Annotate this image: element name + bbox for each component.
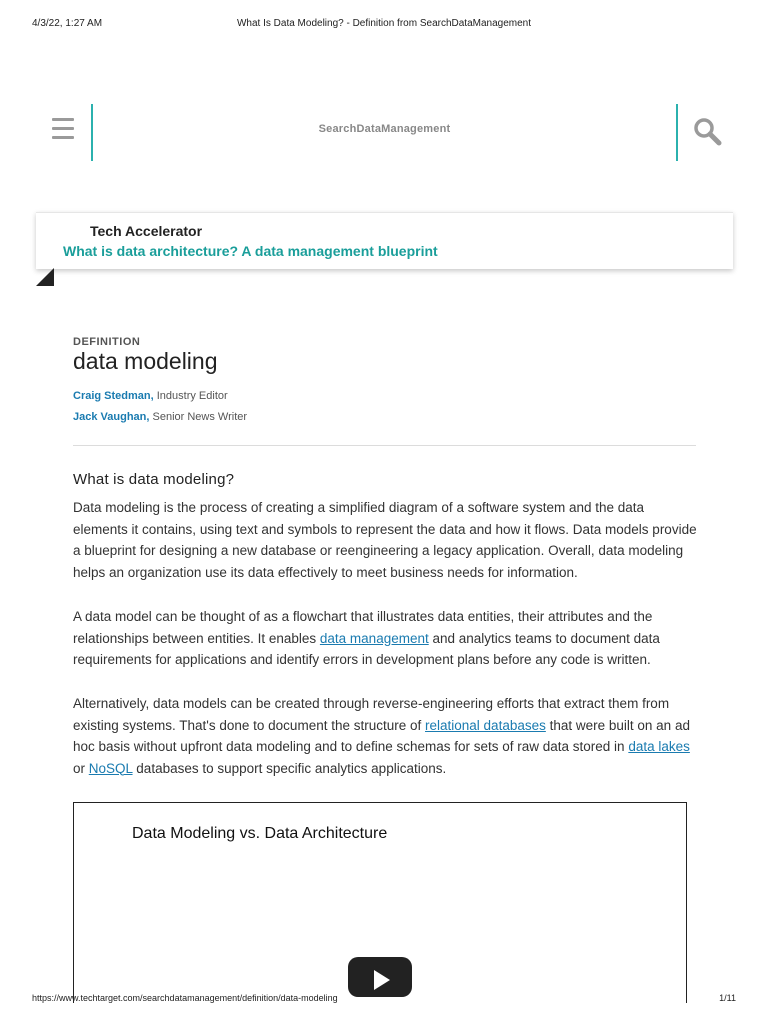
author-role: Industry Editor <box>156 390 228 402</box>
video-embed[interactable] <box>73 802 687 1003</box>
author-line <box>73 390 228 402</box>
site-logo[interactable]: SearchDataManagement <box>318 123 451 135</box>
definition-eyebrow: DEFINITION <box>73 336 141 348</box>
author-link[interactable]: Craig Stedman, <box>73 390 154 402</box>
search-icon[interactable] <box>692 116 722 146</box>
paragraph <box>73 693 697 779</box>
inline-link[interactable]: data lakes <box>628 739 690 754</box>
author-link[interactable]: Jack Vaughan, <box>73 411 150 423</box>
paragraph-text: A data model can be thought of as a flowchart that illustrates data entities, their attributes and the relationships between entities. It enables <box>73 609 653 646</box>
tech-accelerator-link[interactable]: What is data architecture? A data management blueprint <box>63 243 438 259</box>
tech-accelerator-bar <box>36 212 733 269</box>
print-date: 4/3/22, 1:27 AM <box>32 18 103 29</box>
print-url: https://www.techtarget.com/searchdatamanagement/definition/data-modeling <box>32 993 338 1003</box>
author-line <box>73 411 247 423</box>
divider <box>73 445 696 446</box>
paragraph-text: and analytics teams to document data requirements for applications and identify errors in development plans before any code is written. <box>73 630 660 667</box>
corner-fold-decoration <box>36 268 54 286</box>
print-title: What Is Data Modeling? - Definition from SearchDataManagement <box>236 18 532 29</box>
tech-accelerator-label: Tech Accelerator <box>90 223 203 239</box>
paragraph: Data modeling is the process of creating a simplified diagram of a software system and the data elements it contains, using text and symbols to represent the data and how it flows. Data models provide a blueprint for designing a new database or reengineering a legacy application. Overall, data modeling helps an organization use its data effectively to meet business needs for information. <box>73 500 697 580</box>
section-heading: What is data modeling? <box>73 471 235 488</box>
header-divider-right <box>676 104 678 161</box>
site-header <box>36 104 733 162</box>
author-role: Senior News Writer <box>152 411 248 423</box>
paragraph-text: Alternatively, data models can be created through reverse-engineering efforts that extract them from existing systems. That's done to document the structure of <box>73 696 670 733</box>
print-header <box>32 18 736 32</box>
inline-link[interactable]: data management <box>319 630 429 646</box>
paragraph <box>73 606 697 671</box>
print-footer <box>32 993 736 1007</box>
page-title: data modeling <box>73 348 218 374</box>
page-count: 1/11 <box>719 993 736 1003</box>
paragraph-text: that were built on an ad hoc basis without upfront data modeling and to define schemas for sets of raw data stored in <box>73 717 690 754</box>
inline-link[interactable]: relational databases <box>425 717 546 733</box>
inline-link[interactable]: NoSQL <box>88 760 133 776</box>
paragraph-text: databases to support specific analytics applications. <box>132 760 447 776</box>
video-title: Data Modeling vs. Data Architecture <box>132 825 388 842</box>
paragraph-text: or <box>73 760 89 776</box>
play-icon[interactable] <box>348 957 412 997</box>
